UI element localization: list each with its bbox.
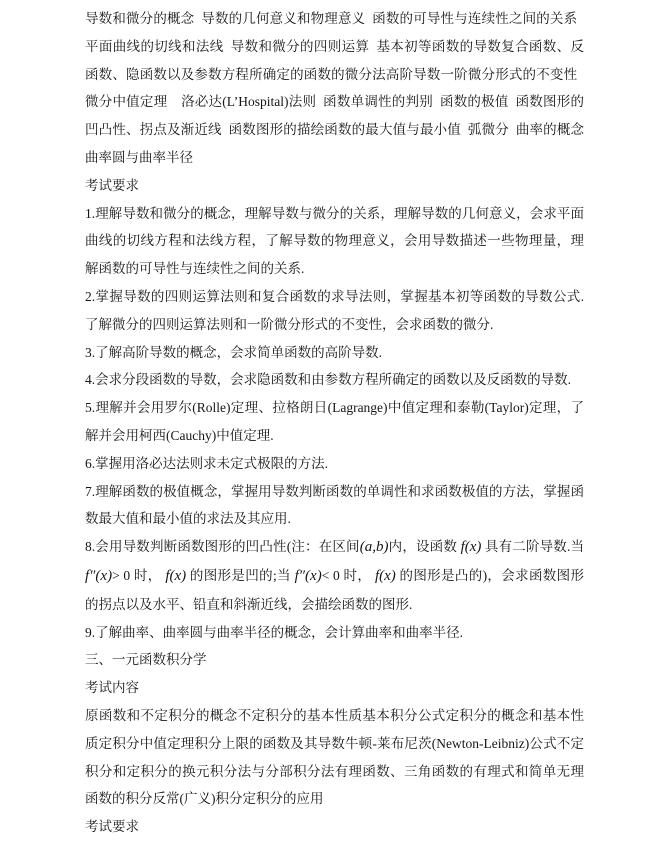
math-interval-ab: (a,b) — [359, 539, 389, 556]
requirement-item-7: 7.理解函数的极值概念，掌握用导数判断函数的单调性和求函数极值的方法，掌握函数最大值和最小值的求法及其应用. — [85, 483, 584, 527]
math-f-second-derivative: f″(x) — [294, 567, 322, 584]
requirement-item-4: 4.会求分段函数的导数，会求隐函数和由参数方程所确定的函数以及反函数的导数. — [85, 372, 571, 388]
exam-content-heading: 考试内容 — [85, 680, 139, 696]
item8-text-segment: 具有二阶导数.当 — [481, 539, 585, 555]
math-fx: f(x) — [460, 539, 482, 556]
item8-text-segment: 的图形是凸的)，会求函数图形的拐点以及水平、铅直和斜渐近线，会描绘函数的图形. — [85, 567, 584, 612]
requirement-item-9: 9.了解曲率、曲率圆与曲率半径的概念，会计算曲率和曲率半径. — [85, 624, 463, 640]
requirement-item-2: 2.掌握导数的四则运算法则和复合函数的求导法则，掌握基本初等函数的导数公式.了解微分的四则运算法则和一阶微分形式的不变性，会求函数的微分. — [85, 288, 584, 332]
item8-text-segment: < 0 时， — [321, 567, 375, 583]
section-heading-integral-calculus: 三、一元函数积分学 — [85, 652, 207, 668]
exam-requirements-heading-2: 考试要求 — [85, 819, 139, 835]
math-f-second-derivative: f″(x) — [85, 567, 113, 584]
requirement-item-3: 3.了解高阶导数的概念，会求简单函数的高阶导数. — [85, 344, 382, 360]
item8-text-segment: > 0 时， — [112, 567, 166, 583]
differential-topics-paragraph: 导数和微分的概念 导数的几何意义和物理意义 函数的可导性与连续性之间的关系 平面曲线的切线和法线 导数和微分的四则运算 基本初等函数的导数复合函数、反函数、隐函数以及参数方程所确定的函数的微分法高阶导数一阶微分形式的不变性 微分中值定理 洛必达(L’Hospital)法则 函数单调性的判别 函数的极值 函数图形的凹凸性、拐点及渐近线 函数图形的描绘函数的最大值与最小值 弧微分 曲率的概念 曲率圆与曲率半径 — [85, 11, 598, 165]
item8-text-segment: 内，设函数 — [388, 539, 461, 555]
math-fx: f(x) — [165, 567, 187, 584]
item8-text-segment: 的图形是凹的;当 — [186, 567, 295, 583]
exam-requirements-heading-1: 考试要求 — [85, 177, 139, 193]
integral-topics-paragraph: 原函数和不定积分的概念不定积分的基本性质基本积分公式定积分的概念和基本性质定积分中值定理积分上限的函数及其导数牛顿-莱布尼茨(Newton-Leibniz)公式不定积分和定积分的换元积分法与分部积分法有理函数、三角函数的有理式和简单无理函数的积分反常(广义)积分定积分的应用 — [85, 707, 584, 807]
math-fx: f(x) — [374, 567, 396, 584]
item8-text-segment: 8.会用导数判断函数图形的凹凸性(注：在区间 — [85, 539, 360, 555]
requirement-item-5: 5.理解并会用罗尔(Rolle)定理、拉格朗日(Lagrange)中值定理和泰勒(Taylor)定理，了解并会用柯西(Cauchy)中值定理. — [85, 400, 584, 443]
requirement-item-1: 1.理解导数和微分的概念，理解导数与微分的关系，理解导数的几何意义，会求平面曲线的切线方程和法线方程，了解导数的物理意义，会用导数描述一些物理量，理解函数的可导性与连续性之间的关系. — [85, 205, 584, 277]
requirement-item-8 — [85, 533, 584, 618]
requirement-item-6: 6.掌握用洛必达法则求未定式极限的方法. — [85, 455, 328, 471]
